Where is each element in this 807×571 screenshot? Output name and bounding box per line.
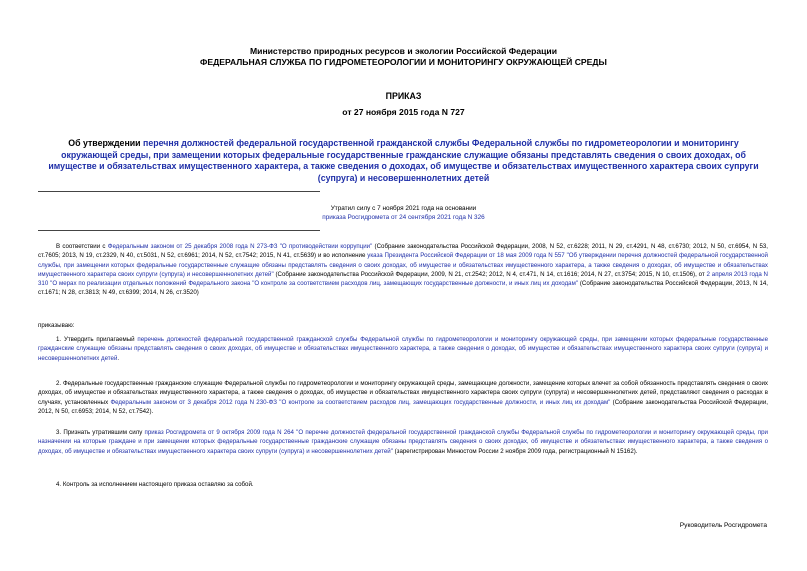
divider-top bbox=[38, 191, 320, 192]
item-1-text: 1. Утвердить прилагаемый bbox=[56, 336, 138, 343]
item-3-text: 3. Признать утратившим силу bbox=[56, 429, 145, 436]
item-1-link[interactable]: перечень должностей федеральной государственной гражданской службы Федеральной службы по гидрометеорологии и мониторингу окружающей среды, при замещении которых федеральные государственные гражданские служащие обязаны представлять сведения о своих доходах, об имуществе и обязательствах имущественного характера, а также сведения о доходах, об имуществе и обязательствах имущественного характера своих супруги (супруга) и несовершеннолетних детей bbox=[38, 336, 769, 362]
doc-date-number: от 27 ноября 2015 года N 727 bbox=[342, 107, 465, 117]
ministry-name: Министерство природных ресурсов и экологии Российской Федерации bbox=[250, 46, 557, 56]
item-2-text: (Собрание законодательства Российской Федерации, 2012, N 50, ст.6953; 2014, N 52, ст.7542). bbox=[38, 398, 768, 415]
item-4: 4. Контроль за исполнением настоящего приказа оставляю за собой. bbox=[56, 481, 254, 488]
item-3-text: (зарегистрирован Минюстом России 2 ноября 2009 года, регистрационный N 15162). bbox=[392, 447, 638, 455]
preamble-text: (Собрание законодательства Российской Федерации, 2013, N 14, ст.1671; N 28, ст.3813; N 49, ст.6399; 2014, N 26, ст.3520) bbox=[38, 280, 768, 297]
expired-note: Утратил силу с 7 ноября 2021 года на основании bbox=[330, 205, 477, 212]
title-prefix: Об утверждении bbox=[68, 138, 144, 148]
preamble-link-decree[interactable]: указа Президента Российской Федерации от 18 мая 2009 года N 557 "Об утверждении перечня должностей федеральной государственной службы, при замещении которых федеральные государственные служащие обязаны представлять сведения о своих доходах, об имуществе и обязательствах имущественного характера, а также сведения о доходах, об имуществе и обязательствах имущественного характера своих супруги (супруга) и несовершеннолетних детей" bbox=[38, 252, 768, 278]
item-3 bbox=[38, 428, 768, 456]
doc-type: ПРИКАЗ bbox=[385, 91, 422, 101]
preamble-link-2013[interactable]: 2 апреля 2013 года N 310 "О мерах по реализации отдельных положений Федерального закона "О контроле за соответствием расходов лиц, замещающих государственные должности, и иных лиц их доходам" bbox=[38, 270, 768, 288]
item-2-link[interactable]: Федеральным законом от 3 декабря 2012 года N 230-ФЗ "О контроле за соответствием расходов лиц, замещающих государственные должности, и иных лиц их доходам" bbox=[110, 398, 611, 406]
expired-basis-link[interactable]: приказа Росгидромета от 24 сентября 2021 года N 326 bbox=[322, 214, 485, 221]
item-2 bbox=[38, 379, 768, 416]
order-word: приказываю: bbox=[38, 322, 75, 329]
preamble-text: (Собрание законодательства Российской Федерации, 2009, N 21, ст.2542; 2012, N 4, ст.471, N 14, ст.1616; 2014, N 27, ст.3754; 2015, N 10, ст.1506), от bbox=[273, 270, 707, 278]
preamble-text: (Собрание законодательства Российской Федерации, 2008, N 52, ст.6228; 2011, N 29, ст.4291, N 48, ст.6730; 2012, N 50, ст.6954, N 53, ст.7605; 2013, N 19, ст.2329, N 40, ст.5031, N 52, ст.6961; 2014, N 52, ст.7542; 2015, N 41, ст.5639) и во исполнение bbox=[38, 243, 768, 260]
title-link[interactable]: перечня должностей федеральной государственной гражданской службы Федеральной службы по гидрометеорологии и мониторингу окружающей среды, при замещении которых федеральные государственные гражданские служащие обязаны представлять сведения о своих доходах, об имуществе и обязательствах имущественного характера, а также сведения о доходах, об имуществе и обязательствах имущественного характера своих супруги (супруга) и несовершеннолетних детей bbox=[48, 138, 759, 183]
signature: Руководитель Росгидромета bbox=[679, 522, 767, 529]
item-3-link[interactable]: приказ Росгидромета от 9 октября 2009 года N 264 "О перечне должностей федеральной государственной гражданской службы Федеральной службы по гидрометеорологии и мониторингу окружающей среды, при назначении на которые граждане и при замещении которых федеральные государственные гражданские служащие обязаны представлять сведения о своих доходах, об имуществе и обязательствах имущественного характера, а также сведения о доходах, об имуществе и обязательствах имущественного характера своих супруги (супруга) и несовершеннолетних детей" bbox=[38, 429, 768, 455]
preamble-text: В соответствии с bbox=[56, 243, 108, 250]
item-1-text: . bbox=[117, 354, 120, 362]
item-1 bbox=[38, 335, 768, 363]
divider-bottom bbox=[38, 230, 320, 231]
preamble-link-law[interactable]: Федеральным законом от 25 декабря 2008 года N 273-ФЗ "О противодействии коррупции" bbox=[107, 243, 373, 250]
item-2-text: 2. Федеральные государственные гражданские служащие Федеральной службы по гидрометеорологии и мониторингу окружающей среды, замещающие должности, замещение которых влечет за собой обязанность представлять сведения о своих доходах, об имуществе и обязательствах имущественного характера, а также сведения о доходах, об имуществе и обязательствах имущественного характера своих супруги (супруга) и несовершеннолетних детей, представляют сведения о расходах в случаях, установленных bbox=[38, 380, 768, 406]
document-title bbox=[40, 138, 767, 184]
service-name: ФЕДЕРАЛЬНАЯ СЛУЖБА ПО ГИДРОМЕТЕОРОЛОГИИ И МОНИТОРИНГУ ОКРУЖАЮЩЕЙ СРЕДЫ bbox=[200, 57, 607, 67]
preamble-paragraph bbox=[38, 242, 768, 298]
